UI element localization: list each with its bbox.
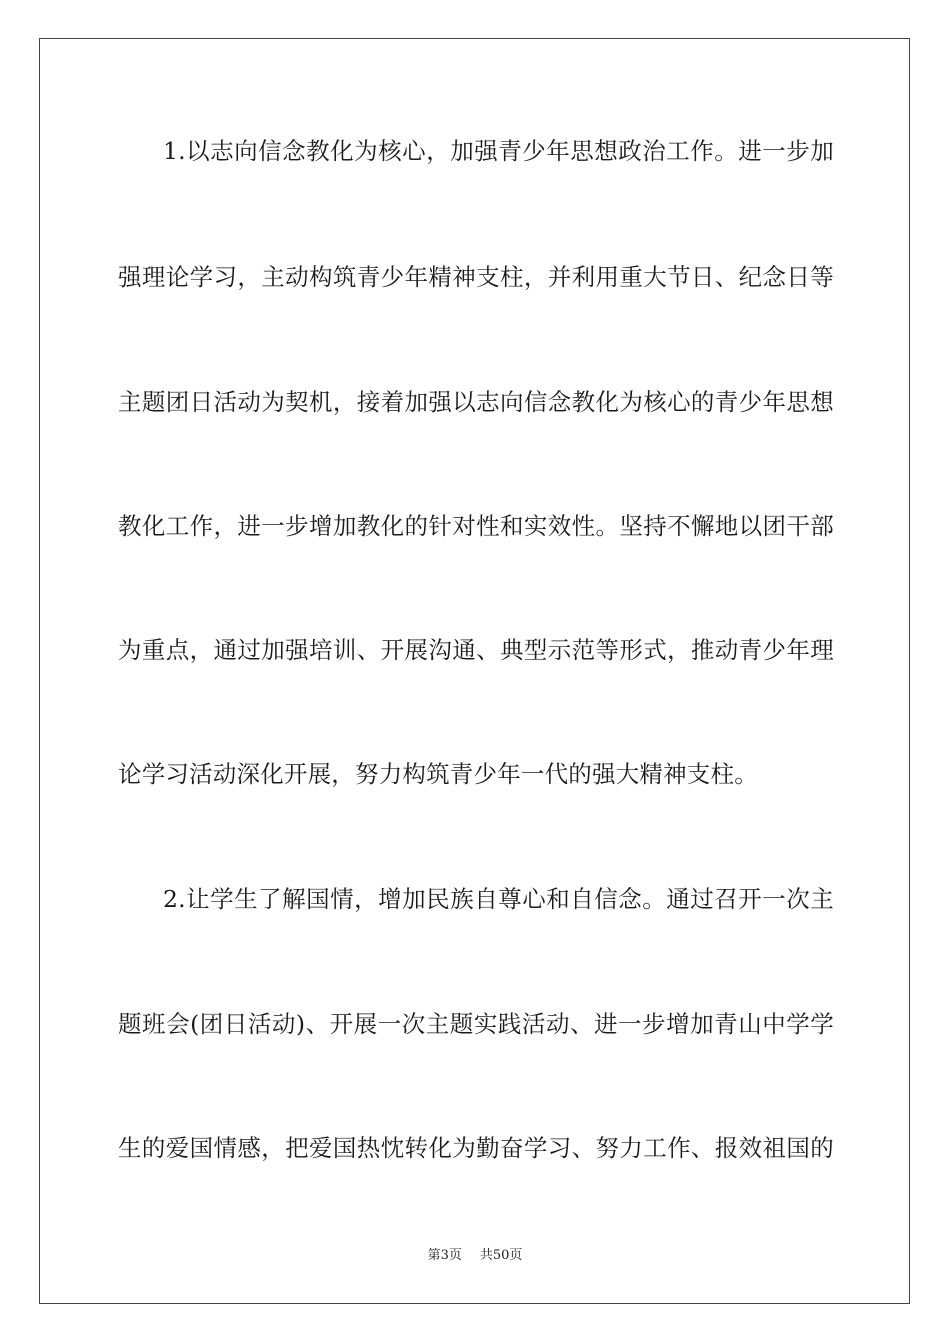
page-footer bbox=[0, 1247, 950, 1265]
page-border bbox=[39, 38, 910, 1304]
paragraph-1-line-2: 强理论学习，主动构筑青少年精神支柱，并利用重大节日、纪念日等 bbox=[118, 263, 834, 291]
paragraph-2-line-3: 生的爱国情感，把爱国热忱转化为勤奋学习、努力工作、报效祖国的 bbox=[118, 1134, 834, 1162]
paragraph-1-line-6: 论学习活动深化开展，努力构筑青少年一代的强大精神支柱。 bbox=[118, 760, 758, 788]
paragraph-1-line-1: 1.以志向信念教化为核心，加强青少年思想政治工作。进一步加 bbox=[163, 137, 834, 165]
paragraph-2-line-1: 2.让学生了解国情，增加民族自尊心和自信念。通过召开一次主 bbox=[163, 885, 834, 913]
paragraph-1-line-4: 教化工作，进一步增加教化的针对性和实效性。坚持不懈地以团干部 bbox=[118, 512, 834, 540]
page-number: 第3页 bbox=[427, 1248, 462, 1263]
paragraph-2-line-2: 题班会(团日活动)、开展一次主题实践活动、进一步增加青山中学学 bbox=[118, 1010, 834, 1038]
page-total: 共50页 bbox=[479, 1248, 523, 1263]
paragraph-1-line-5: 为重点，通过加强培训、开展沟通、典型示范等形式，推动青少年理 bbox=[118, 636, 834, 664]
paragraph-1-line-3: 主题团日活动为契机，接着加强以志向信念教化为核心的青少年思想 bbox=[118, 388, 834, 416]
